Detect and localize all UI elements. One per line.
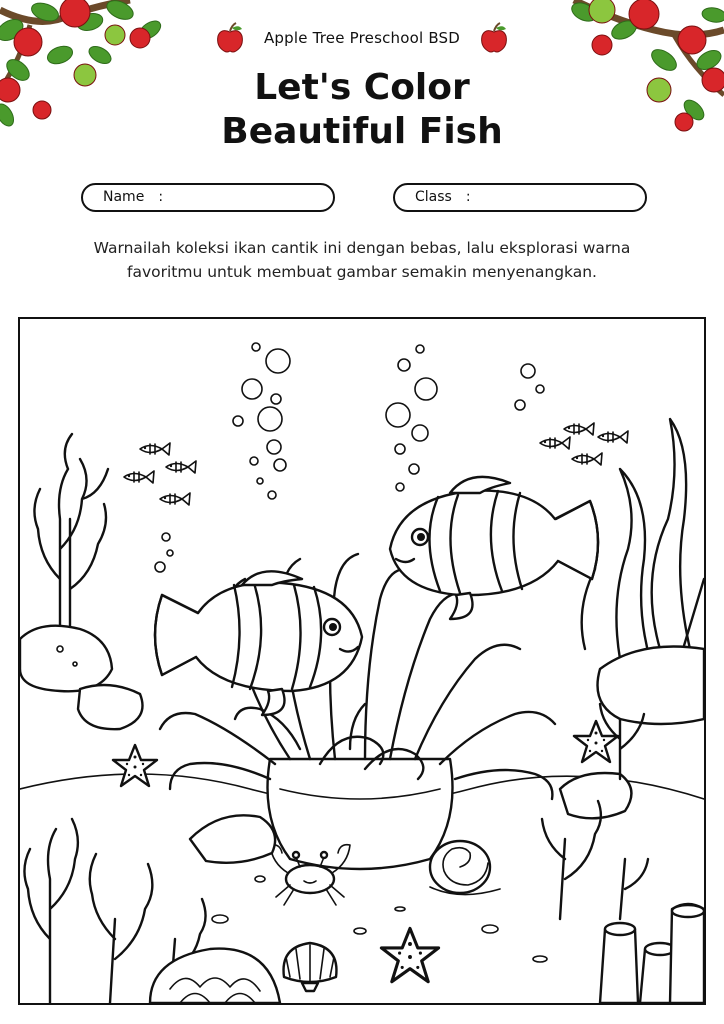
title-line-1: Let's Color — [254, 67, 470, 108]
pebbles — [212, 876, 547, 962]
instructions — [40, 236, 684, 284]
rock-icon[interactable] — [20, 626, 143, 730]
name-field[interactable] — [81, 183, 335, 212]
coral-icon[interactable] — [600, 904, 704, 1003]
instructions-line-2: favoritmu untuk membuat gambar semakin menyenangkan. — [127, 263, 597, 281]
name-separator: : — [158, 189, 164, 205]
clownfish-icon[interactable] — [390, 477, 598, 619]
apple-icon — [215, 22, 245, 54]
name-label: Name — [103, 189, 145, 205]
class-separator: : — [465, 189, 471, 205]
coral-icon[interactable] — [34, 434, 108, 639]
instructions-line-1: Warnailah koleksi ikan cantik ini dengan bebas, lalu eksplorasi warna — [93, 239, 631, 257]
title-line-2: Beautiful Fish — [221, 111, 503, 152]
header — [0, 22, 724, 54]
small-fish-icon — [124, 423, 628, 505]
class-field[interactable] — [393, 183, 647, 212]
shell-icon[interactable] — [430, 841, 500, 895]
class-label: Class — [415, 189, 452, 205]
school-name: Apple Tree Preschool BSD — [263, 29, 461, 47]
page-title — [0, 66, 724, 154]
coral-icon[interactable] — [150, 949, 280, 1003]
apple-icon — [479, 22, 509, 54]
rock-icon[interactable] — [190, 815, 275, 862]
shell-icon[interactable] — [284, 943, 337, 991]
coloring-illustration[interactable] — [18, 317, 706, 1005]
